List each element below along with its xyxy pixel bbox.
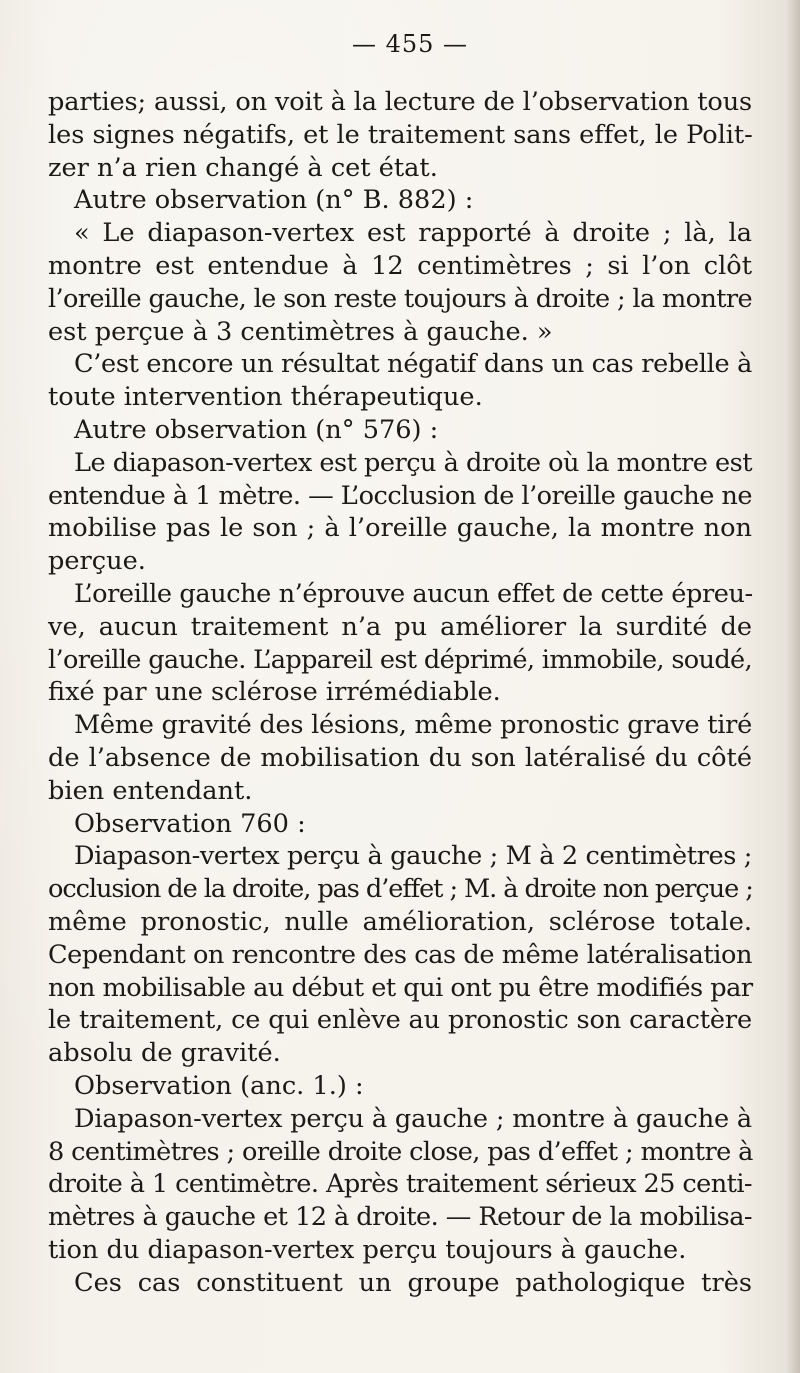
text-line: montre est entendue à 12 centimètres ; si l’on clôt [48, 250, 752, 281]
text-line: L’oreille gauche n’éprouve aucun effet de cette épreu- [74, 578, 753, 609]
text-line: l’oreille gauche. L’appareil est déprimé, immobile, soudé, [48, 644, 752, 675]
text-line: Ces cas constituent un groupe pathologique très [74, 1267, 752, 1298]
text-line: Autre observation (n° 576) : [74, 414, 439, 445]
text-line: même pronostic, nulle amélioration, sclérose totale. [48, 906, 752, 937]
text-line: 8 centimètres ; oreille droite close, pas d’effet ; montre à [48, 1136, 753, 1167]
text-line: Cependant on rencontre des cas de même latéralisation [48, 939, 752, 970]
text-line: perçue. [48, 546, 146, 577]
text-line: entendue à 1 mètre. — L’occlusion de l’oreille gauche ne [48, 480, 752, 511]
text-line: Observation 760 : [74, 808, 306, 839]
text-line: l’oreille gauche, le son reste toujours à droite ; la montre [48, 283, 752, 314]
text-line: est perçue à 3 centimètres à gauche. » [48, 316, 553, 347]
text-line: fixé par une sclérose irrémédiable. [48, 677, 501, 708]
page-number: — 455 — [351, 30, 469, 58]
text-line: C’est encore un résultat négatif dans un cas rebelle à [74, 349, 752, 380]
text-line: Observation (anc. 1.) : [74, 1070, 364, 1101]
text-line: Même gravité des lésions, même pronostic grave tiré [74, 710, 752, 741]
text-line: bien entendant. [48, 775, 253, 806]
text-line: mobilise pas le son ; à l’oreille gauche, la montre non [48, 513, 752, 544]
page-edge-shadow [786, 0, 800, 1373]
text-line: mètres à gauche et 12 à droite. — Retour de la mobilisa- [48, 1202, 752, 1233]
text-line: droite à 1 centimètre. Après traitement sérieux 25 centi- [48, 1169, 752, 1200]
text-line: Diapason-vertex perçu à gauche ; montre à gauche à [74, 1103, 752, 1134]
text-line: parties; aussi, on voit à la lecture de l’observation tous [48, 87, 752, 117]
text-line: « Le diapason-vertex est rapporté à droite ; là, la [74, 218, 752, 249]
text-line: Diapason-vertex perçu à gauche ; M à 2 centimètres ; [74, 841, 752, 872]
text-line: le traitement, ce qui enlève au pronostic son caractère [48, 1005, 752, 1036]
body-text [48, 86, 752, 1299]
text-line: les signes négatifs, et le traitement sans effet, le Polit- [48, 119, 753, 150]
text-line: zer n’a rien changé à cet état. [48, 152, 438, 183]
text-line: de l’absence de mobilisation du son latéralisé du côté [48, 742, 752, 773]
text-line: occlusion de la droite, pas d’effet ; M. à droite non perçue ; [48, 874, 753, 905]
text-line: toute intervention thérapeutique. [48, 382, 483, 413]
text-line: tion du diapason-vertex perçu toujours à gauche. [48, 1234, 687, 1265]
text-line: ve, aucun traitement n’a pu améliorer la surdité de [48, 611, 752, 642]
text-line: Le diapason-vertex est perçu à droite où la montre est [74, 447, 752, 478]
text-line: Autre observation (n° B. 882) : [74, 185, 474, 216]
text-line: non mobilisable au début et qui ont pu être modifiés par [48, 972, 753, 1003]
text-line: absolu de gravité. [48, 1038, 281, 1069]
